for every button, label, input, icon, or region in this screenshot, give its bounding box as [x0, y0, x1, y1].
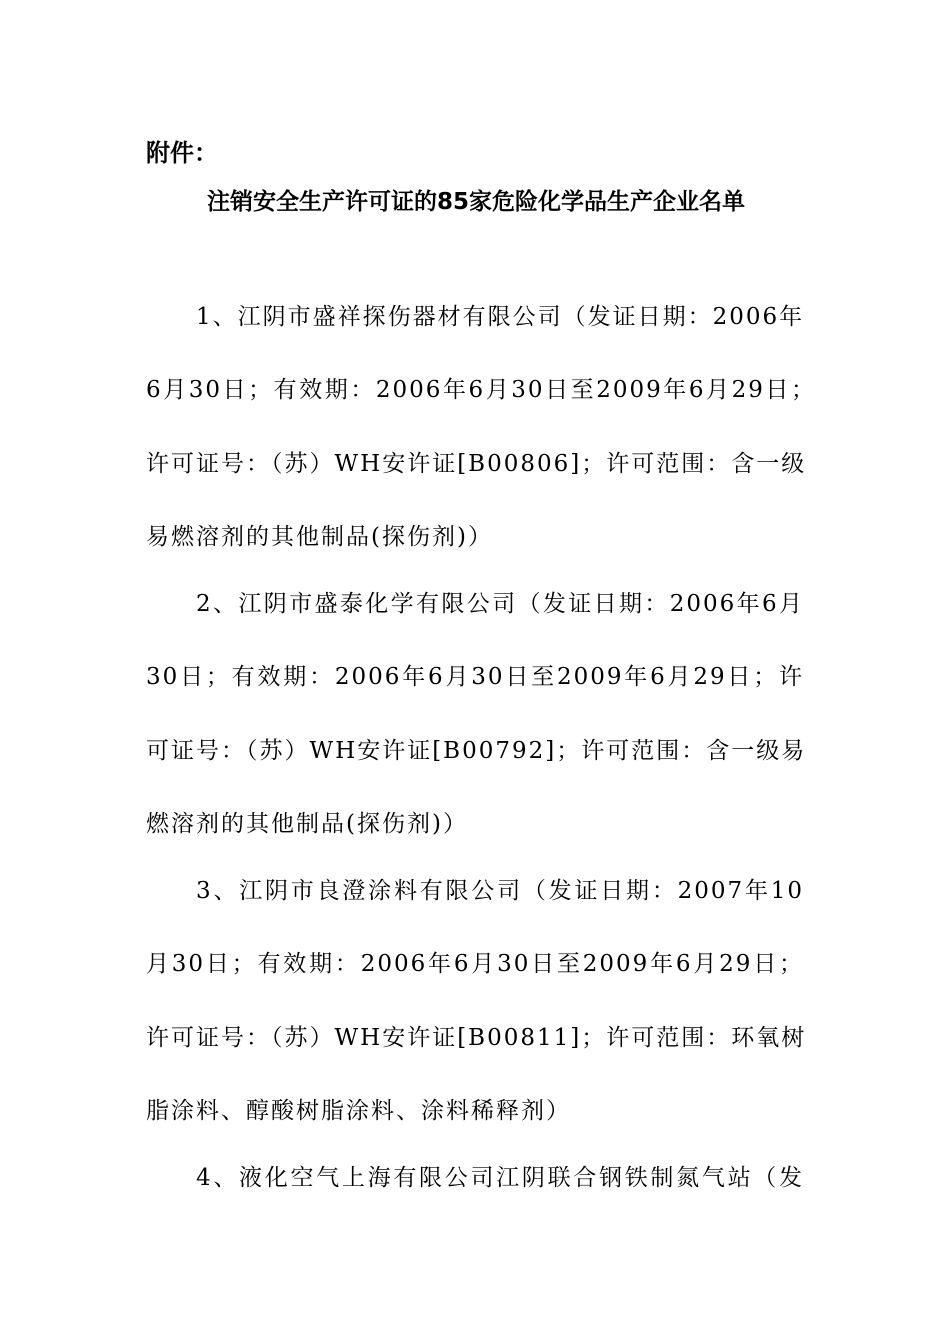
entry-2-line-4: 燃溶剂的其他制品(探伤剂)） — [146, 811, 468, 837]
entry-2-line-2: 30日；有效期：2006年6月30日至2009年6月29日；许 — [146, 664, 804, 690]
entry-1-line-1: 1、江阴市盛祥探伤器材有限公司（发证日期：2006年 — [196, 304, 805, 330]
document-title: 注销安全生产许可证的85家危险化学品生产企业名单 — [206, 189, 745, 215]
entry-3-line-4: 脂涂料、醇酸树脂涂料、涂料稀释剂） — [146, 1098, 571, 1124]
entry-3-line-2: 月30日；有效期：2006年6月30日至2009年6月29日； — [146, 951, 804, 977]
entry-1-line-3: 许可证号：（苏）WH安许证[B00806]；许可范围：含一级 — [146, 451, 807, 477]
entry-1-line-2: 6月30日；有效期：2006年6月30日至2009年6月29日； — [146, 377, 816, 403]
entry-4-line-1: 4、液化空气上海有限公司江阴联合钢铁制氮气站（发 — [196, 1165, 804, 1191]
entry-2-line-1: 2、江阴市盛泰化学有限公司（发证日期：2006年6月 — [196, 591, 804, 617]
entry-1-line-4: 易燃溶剂的其他制品(探伤剂)） — [146, 524, 493, 550]
attachment-label: 附件： — [146, 139, 218, 167]
entry-3-line-3: 许可证号：（苏）WH安许证[B00811]；许可范围：环氧树 — [146, 1025, 807, 1051]
entry-3-line-1: 3、江阴市良澄涂料有限公司（发证日期：2007年10 — [196, 878, 804, 904]
entry-2-line-3: 可证号：（苏）WH安许证[B00792]；许可范围：含一级易 — [146, 738, 807, 764]
